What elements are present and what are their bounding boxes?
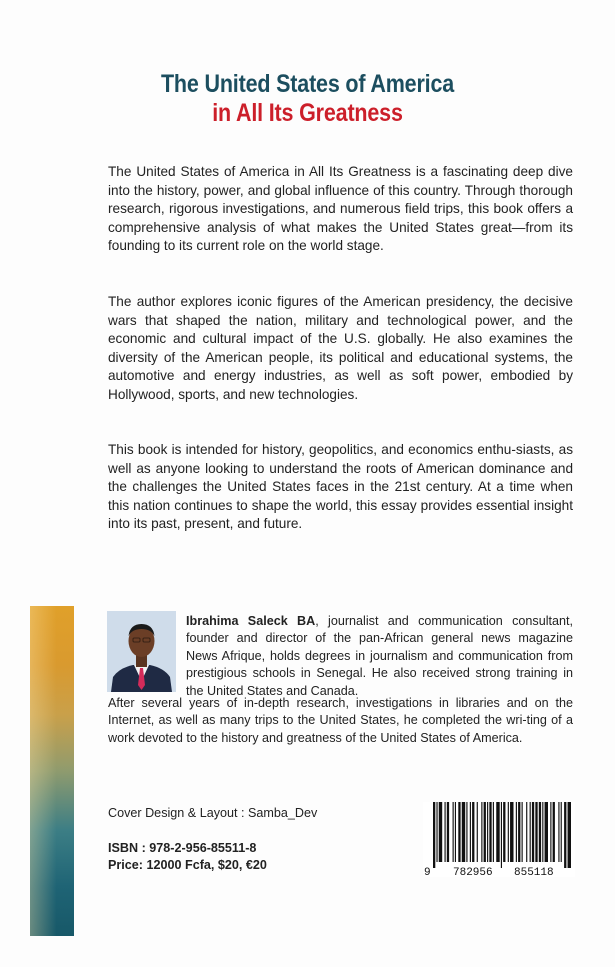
barcode-bar <box>532 802 534 862</box>
barcode-digit-first: 9 <box>424 867 431 877</box>
description-paragraph-3: This book is intended for history, geopolitics, and economics enthu-siasts, as well as anyone looking to understand the roots of American dominance and the challenges the United States faces in the 21st century. At a time when this nation continues to shape the world, this essay provides essential insight into its past, present, and future. <box>108 442 573 532</box>
barcode-bar <box>445 802 446 862</box>
barcode-bar <box>462 802 465 862</box>
barcode-bar <box>530 802 531 862</box>
barcode-digits-right: 855118 <box>514 867 554 877</box>
barcode-bar <box>496 802 499 862</box>
isbn-barcode <box>423 802 575 877</box>
barcode-bar <box>526 802 527 862</box>
author-name: Ibrahima Saleck BA <box>186 614 316 628</box>
barcode-bar <box>518 802 520 862</box>
barcode-bar <box>455 802 456 862</box>
barcode-bar <box>489 802 491 862</box>
barcode-bar <box>484 802 486 862</box>
barcode-bar <box>539 802 541 862</box>
barcode-bar <box>477 802 478 862</box>
description-paragraph-2: The author explores iconic figures of the American presidency, the decisive wars that shaped the nation, military and technological power, and the economic and cultural impact of the U.S. globally. He also examines the diversity of the American people, its political and educational systems, the automotive and energy industries, as well as soft power, embodied by Hollywood, sports, and new technologies. <box>108 294 573 402</box>
barcode-bar <box>439 802 442 862</box>
decorative-color-strip <box>30 606 74 936</box>
barcode-bar <box>503 802 505 862</box>
barcode-bar <box>472 802 474 862</box>
barcode-bar <box>522 802 523 862</box>
author-portrait-icon <box>107 611 176 692</box>
title-line-2: in All Its Greatness <box>212 99 403 127</box>
barcode-bar <box>453 802 454 862</box>
author-photo <box>107 611 176 692</box>
barcode-bar <box>447 802 449 862</box>
barcode-bar <box>564 802 566 868</box>
barcode-bar <box>510 802 513 862</box>
barcode-digits-left: 782956 <box>453 867 493 877</box>
barcode-bar <box>568 802 571 868</box>
barcode-bar <box>553 802 555 862</box>
barcode-bar <box>493 802 494 862</box>
author-bio-intro <box>186 613 573 700</box>
price: Price: 12000 Fcfa, $20, €20 <box>108 858 267 872</box>
barcode-bar <box>550 802 551 862</box>
barcode-bar <box>436 802 437 862</box>
barcode-bar <box>458 802 460 862</box>
design-credit: Cover Design & Layout : Samba_Dev <box>108 806 318 820</box>
barcode-bar <box>561 802 562 862</box>
barcode-bar <box>535 802 537 862</box>
title-line-1: The United States of America <box>160 70 455 98</box>
barcode-bar <box>516 802 517 862</box>
barcode-bar <box>501 802 502 868</box>
isbn: ISBN : 978-2-956-85511-8 <box>108 841 257 855</box>
barcode-bar <box>487 802 488 862</box>
book-title <box>43 70 572 128</box>
barcode-icon <box>423 802 575 877</box>
barcode-bar <box>470 802 471 862</box>
description-paragraph-1: The United States of America in All Its Greatness is a fascinating deep dive into the history, power, and global influence of this country. Through thorough research, rigorous investigations, and numerous field trips, this book offers a comprehensive analysis of what makes the United States great—from its founding to its current role on the world stage. <box>108 164 573 254</box>
barcode-bar <box>508 802 509 862</box>
barcode-bar <box>433 802 435 868</box>
barcode-bar <box>558 802 559 862</box>
barcode-bar <box>545 802 548 862</box>
author-bio-text: , journalist and communication consultant, founder and director of the pan-African general news magazine News Afrique, holds degrees in journalism and communication from prestigious schools in Senegal. He also received strong training in the United States and Canada. <box>186 614 574 698</box>
barcode-bar <box>542 802 543 862</box>
author-bio-continued: After several years of in-depth research, investigations in libraries and on the Internet, as well as many trips to the United States, he completed the wri-ting of a work devoted to the history and greatness of the United States of America. <box>108 696 573 745</box>
barcode-bar <box>481 802 482 862</box>
barcode-bar <box>466 802 467 862</box>
